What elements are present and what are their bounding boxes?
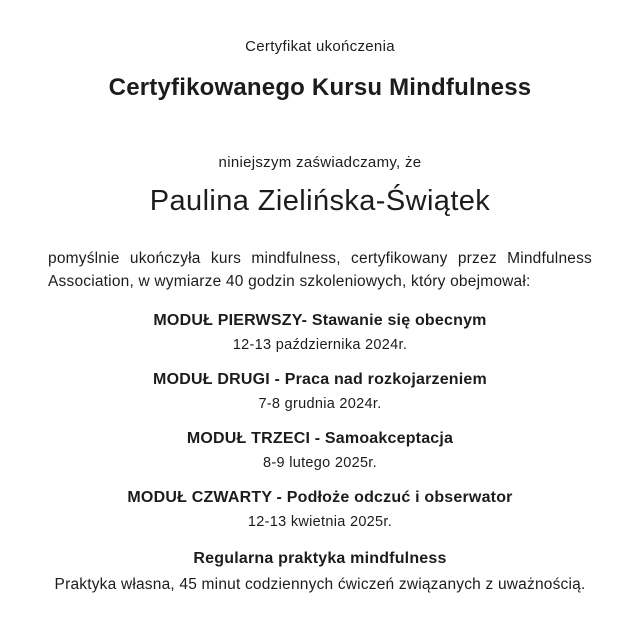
certificate-description: pomyślnie ukończyła kurs mindfulness, certyfikowany przez Mindfulness Association, w wymiarze 40 godzin szkoleniowych, który obejmował: [48, 250, 592, 291]
practice-description: Praktyka własna, 45 minut codziennych ćwiczeń związanych z uważnością. [54, 575, 586, 593]
module-item [0, 312, 640, 353]
certificate-pretitle: Certyfikat ukończenia [245, 38, 395, 55]
recipient-name: Paulina Zielińska-Świątek [149, 185, 491, 217]
module-title: MODUŁ TRZECI - Samoakceptacja [186, 429, 454, 447]
module-date: 12-13 października 2024r. [232, 336, 408, 353]
certificate-title: Certyfikowanego Kursu Mindfulness [108, 74, 532, 101]
certificate-statement: niniejszym zaświadczamy, że [218, 154, 422, 171]
practice-title: Regularna praktyka mindfulness [193, 549, 447, 567]
module-item [0, 489, 640, 530]
module-date: 7-8 grudnia 2024r. [258, 395, 382, 412]
module-title: MODUŁ PIERWSZY- Stawanie się obecnym [153, 311, 487, 329]
practice-section [0, 550, 640, 594]
module-date: 12-13 kwietnia 2025r. [247, 513, 393, 530]
module-title: MODUŁ DRUGI - Praca nad rozkojarzeniem [153, 370, 487, 388]
module-date: 8-9 lutego 2025r. [263, 454, 377, 471]
module-item [0, 371, 640, 412]
module-item [0, 430, 640, 471]
module-title: MODUŁ CZWARTY - Podłoże odczuć i obserwator [127, 488, 513, 506]
